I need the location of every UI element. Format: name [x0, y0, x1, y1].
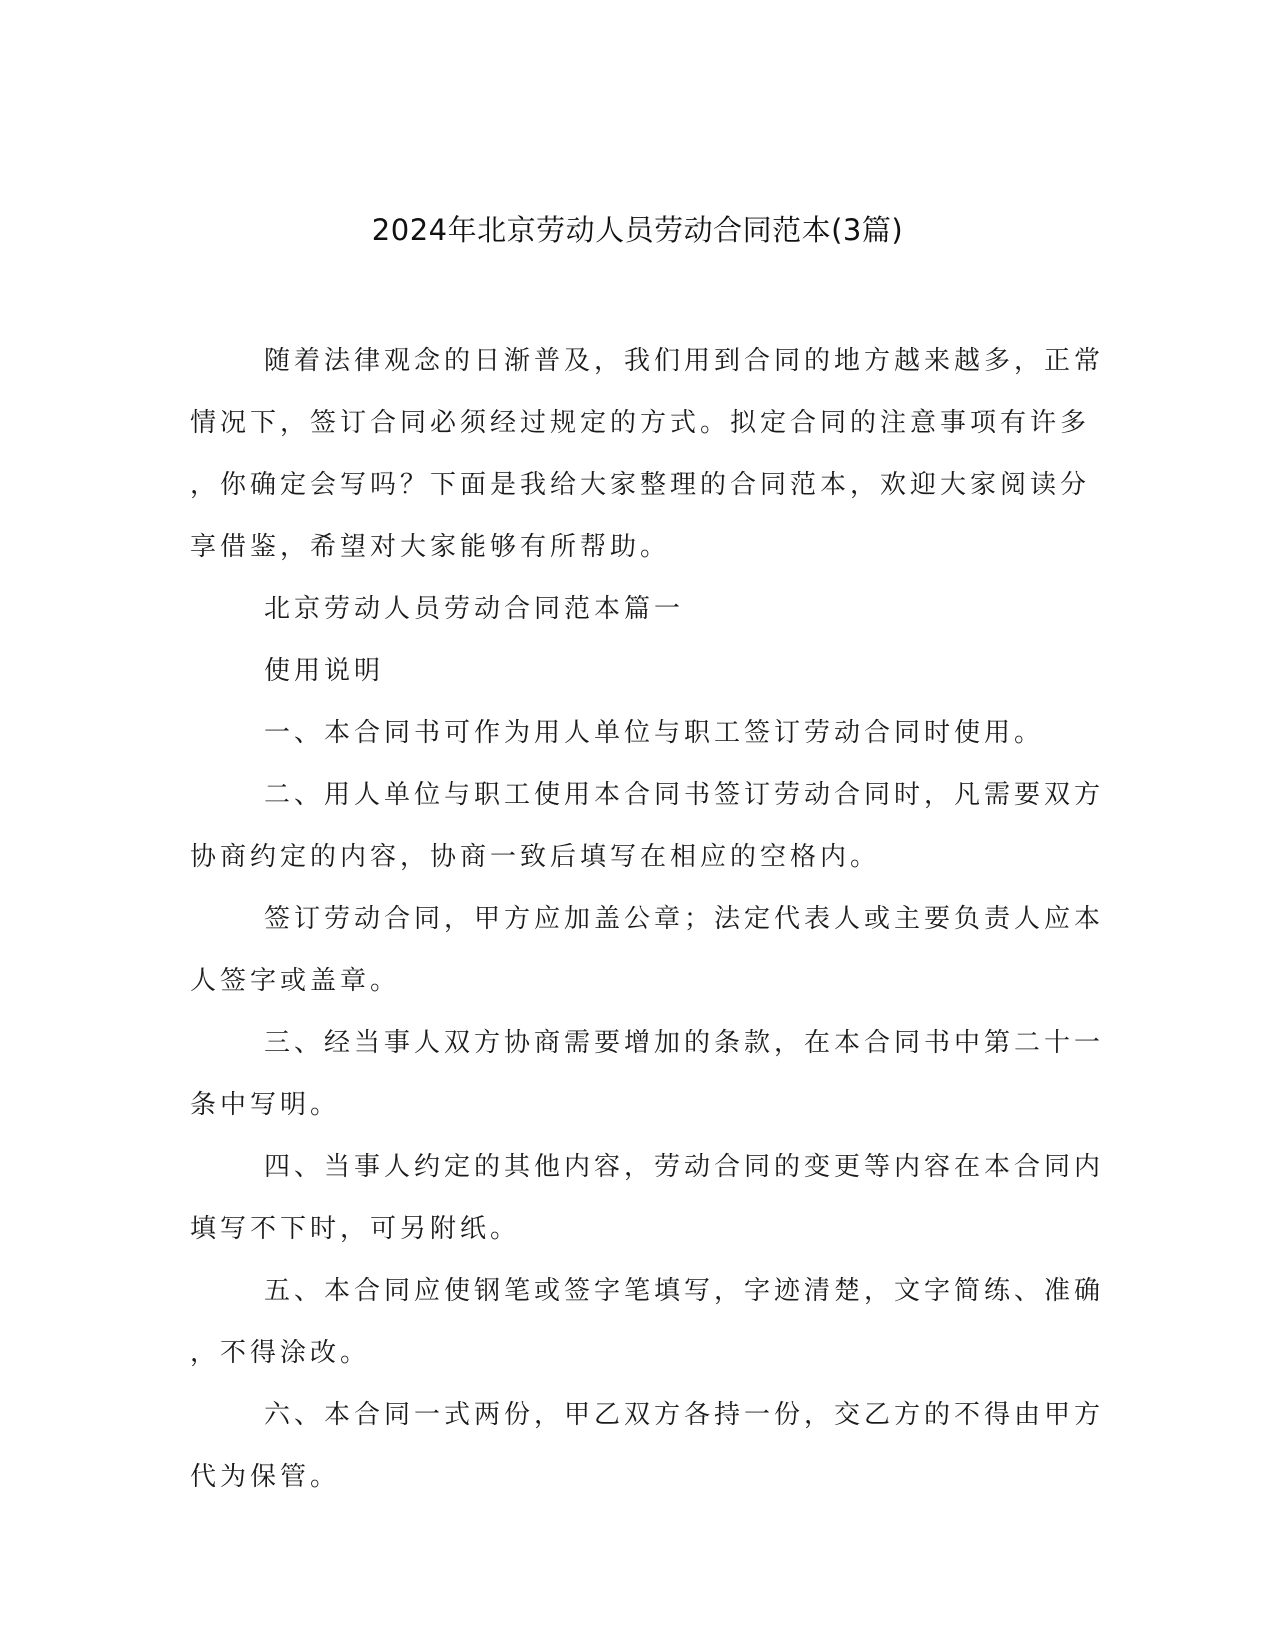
text-line: 四、当事人约定的其他内容，劳动合同的变更等内容在本合同内 — [264, 1152, 1105, 1182]
text-line: 人签字或盖章。 — [190, 966, 401, 996]
text-line: 使用说明 — [264, 656, 385, 686]
paragraph-item-2 — [190, 764, 1105, 888]
paragraph-item-6 — [190, 1384, 1105, 1508]
section-heading — [190, 578, 1080, 640]
text-line: ，你确定会写吗？下面是我给大家整理的合同范本，欢迎大家阅读分 — [190, 470, 1091, 500]
text-line: 条中写明。 — [190, 1090, 341, 1120]
subsection-heading — [190, 640, 1080, 702]
text-line: 北京劳动人员劳动合同范本篇一 — [264, 594, 685, 624]
text-line: 代为保管。 — [190, 1462, 341, 1492]
text-line: 一、本合同书可作为用人单位与职工签订劳动合同时使用。 — [264, 718, 1045, 748]
document-body — [190, 330, 1105, 1508]
text-line: 情况下，签订合同必须经过规定的方式。拟定合同的注意事项有许多 — [190, 408, 1091, 438]
text-line: 协商约定的内容，协商一致后填写在相应的空格内。 — [190, 842, 881, 872]
text-line: ，不得涂改。 — [190, 1338, 371, 1368]
text-line: 签订劳动合同，甲方应加盖公章；法定代表人或主要负责人应本 — [264, 904, 1105, 934]
text-line: 填写不下时，可另附纸。 — [190, 1214, 521, 1244]
text-line: 享借鉴，希望对大家能够有所帮助。 — [190, 532, 671, 562]
document-title: 2024年北京劳动人员劳动合同范本(3篇) — [371, 213, 904, 247]
text-line: 六、本合同一式两份，甲乙双方各持一份，交乙方的不得由甲方 — [264, 1400, 1105, 1430]
paragraph-item-1 — [190, 702, 1080, 764]
paragraph-item-5 — [190, 1260, 1105, 1384]
paragraph-intro — [190, 330, 1105, 578]
paragraph-item-4 — [190, 1136, 1105, 1260]
text-line: 二、用人单位与职工使用本合同书签订劳动合同时，凡需要双方 — [264, 780, 1105, 810]
paragraph-item-3 — [190, 1012, 1105, 1136]
text-line: 三、经当事人双方协商需要增加的条款，在本合同书中第二十一 — [264, 1028, 1105, 1058]
text-line: 随着法律观念的日渐普及，我们用到合同的地方越来越多，正常 — [264, 346, 1105, 376]
paragraph-signing-note — [190, 888, 1105, 1012]
text-line: 五、本合同应使钢笔或签字笔填写，字迹清楚，文字简练、准确 — [264, 1276, 1105, 1306]
